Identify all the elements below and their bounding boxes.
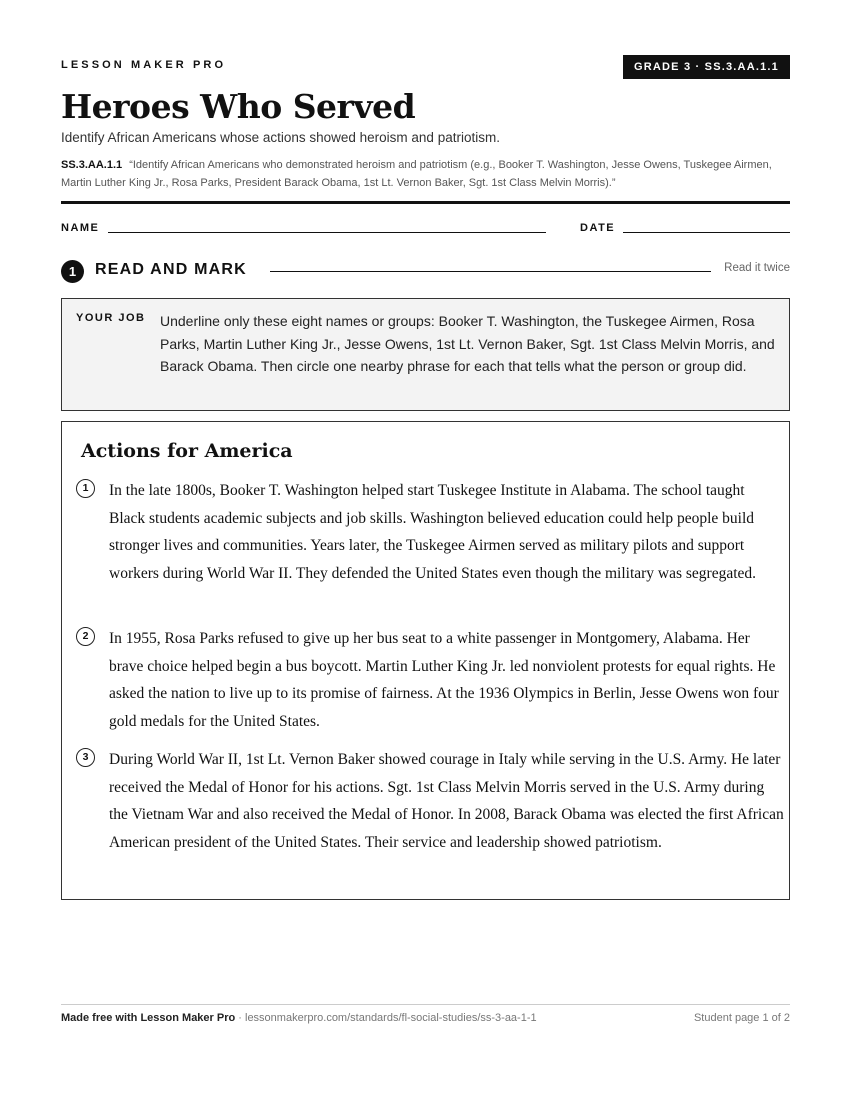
header-divider — [61, 201, 790, 204]
grade-badge: GRADE 3 · SS.3.AA.1.1 — [623, 55, 790, 79]
paragraph-text: In the late 1800s, Booker T. Washington helped start Tuskegee Institute in Alabama. The school taught Black students academic subjects and job skills. Washington believed education could help people build stronger lives and communities. Years later, the Tuskegee Airmen served as military pilots and support workers during World War II. They defended the United States even though the military was segregated. — [109, 482, 757, 582]
instructions-label: YOUR JOB — [76, 312, 146, 324]
standard-code: SS.3.AA.1.1 — [61, 159, 123, 171]
section-note: Read it twice — [724, 262, 790, 274]
date-label: DATE — [580, 222, 616, 234]
footer-separator: · — [235, 1012, 245, 1024]
paragraph-text: During World War II, 1st Lt. Vernon Baker showed courage in Italy while serving in the U.S. Army. He later received the Medal of Honor for his actions. Sgt. 1st Class Melvin Morris served in the U.S. Army during the Vietnam War and also received the Medal of Honor. In 2008, Barack Obama was elected the first African American president of the United States. Their service and leadership showed patriotism. — [109, 751, 784, 851]
standard-citation — [61, 156, 790, 192]
instructions-text: Underline only these eight names or groups: Booker T. Washington, the Tuskegee Airmen, Rosa Parks, Martin Luther King Jr., Jesse Owens, 1st Lt. Vernon Baker, Sgt. 1st Class Melvin Morris, and Barack Obama. Then circle one nearby phrase for each that tells what the person or group did. — [160, 313, 775, 374]
paragraph-number: 2 — [76, 627, 95, 646]
section-header — [61, 259, 790, 283]
standard-text: “Identify African Americans who demonstrated heroism and patriotism (e.g., Booker T. Washington, Jesse Owens, Tuskegee Airmen, Martin Luther King Jr., Rosa Parks, President Barack Obama, 1st Lt. Vernon Baker, Sgt. 1st Class Melvin Morris).” — [61, 159, 772, 189]
paragraph-text: In 1955, Rosa Parks refused to give up her bus seat to a white passenger in Montgomery, Alabama. Her brave choice helped begin a bus boycott. Martin Luther King Jr. led nonviolent protests for equal rights. He asked the nation to live up to its promise of fairness. At the 1936 Olympics in Berlin, Jesse Owens won four gold medals for the United States. — [109, 630, 779, 730]
footer-page-number: Student page 1 of 2 — [693, 1012, 790, 1024]
top-bar — [61, 55, 790, 79]
section-rule — [270, 271, 711, 272]
page-subtitle: Identify African Americans whose actions showed heroism and patriotism. — [61, 130, 500, 145]
section-title: READ AND MARK — [95, 261, 247, 278]
footer-divider — [61, 1004, 790, 1005]
reading-passage-box — [61, 421, 790, 900]
page-title: Heroes Who Served — [61, 87, 416, 126]
worksheet-page — [61, 0, 790, 1100]
footer-credit — [61, 1012, 537, 1024]
name-write-line[interactable] — [108, 232, 546, 233]
reading-title: Actions for America — [81, 440, 293, 462]
section-number: 1 — [61, 260, 84, 283]
brand-name: LESSON MAKER PRO — [61, 59, 227, 71]
paragraph-number: 1 — [76, 479, 95, 498]
footer-made-with: Made free with Lesson Maker Pro — [61, 1012, 236, 1024]
date-write-line[interactable] — [623, 232, 790, 233]
footer-url[interactable]: lessonmakerpro.com/standards/fl-social-studies/ss-3-aa-1-1 — [245, 1012, 537, 1024]
name-label: NAME — [61, 222, 100, 234]
instructions-box — [61, 298, 790, 411]
paragraph-number: 3 — [76, 748, 95, 767]
